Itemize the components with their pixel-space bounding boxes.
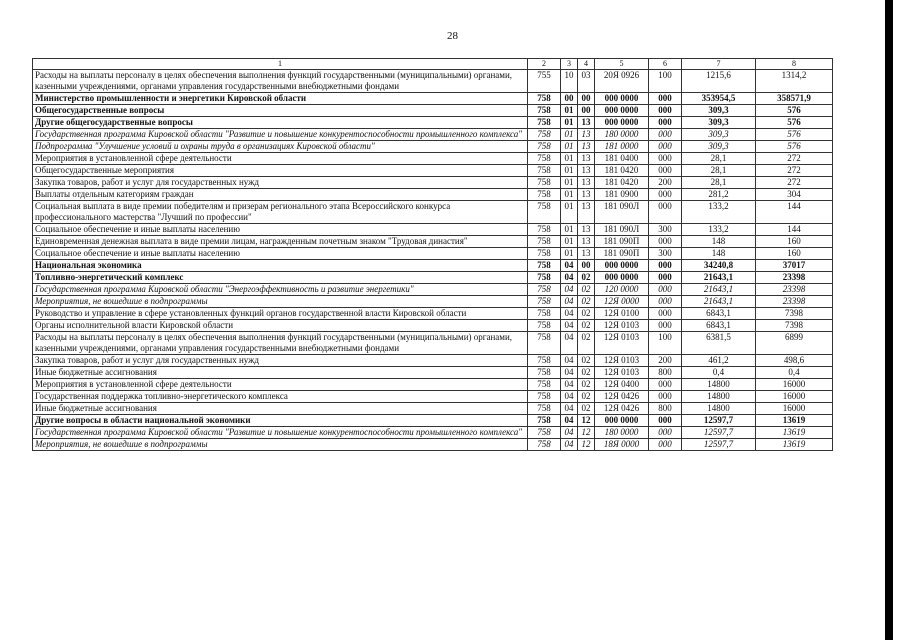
amount-2015-cell: 498,6 (756, 355, 833, 367)
table-row (33, 427, 833, 439)
section-cell: 04 (561, 415, 578, 427)
subsection-cell: 02 (578, 403, 595, 415)
target-article-cell: 181 0000 (595, 141, 649, 153)
expense-type-cell: 000 (649, 105, 682, 117)
expense-type-cell: 000 (649, 415, 682, 427)
amount-2015-cell: 37017 (756, 260, 833, 272)
item-name-cell: Другие вопросы в области национальной экономики (33, 415, 528, 427)
target-article-cell: 000 0000 (595, 93, 649, 105)
item-name-cell: Расходы на выплаты персоналу в целях обеспечения выполнения функций государственными (муниципальными) органами, казенными учреждениями, органами управления государственными внебюджетными фондами (33, 332, 528, 355)
target-article-cell: 181 0420 (595, 165, 649, 177)
admin-code-cell: 758 (528, 129, 561, 141)
target-article-cell: 181 090Л (595, 201, 649, 224)
amount-2014-cell: 309,3 (682, 141, 756, 153)
table-body (33, 70, 833, 451)
admin-code-cell: 758 (528, 93, 561, 105)
column-header: 7 (682, 59, 756, 70)
item-name-cell: Общегосударственные вопросы (33, 105, 528, 117)
amount-2015-cell: 13619 (756, 415, 833, 427)
item-name-cell: Расходы на выплаты персоналу в целях обеспечения выполнения функций государственными (муниципальными) органами, казенными учреждениями, органами управления государственными внебюджетными фондами (33, 70, 528, 93)
subsection-cell: 13 (578, 189, 595, 201)
table-row (33, 141, 833, 153)
amount-2015-cell: 160 (756, 248, 833, 260)
admin-code-cell: 758 (528, 141, 561, 153)
amount-2015-cell: 6899 (756, 332, 833, 355)
amount-2015-cell: 23398 (756, 296, 833, 308)
table-row (33, 105, 833, 117)
expense-type-cell: 000 (649, 439, 682, 451)
section-cell: 04 (561, 403, 578, 415)
expense-type-cell: 200 (649, 355, 682, 367)
table-row (33, 308, 833, 320)
amount-2014-cell: 281,2 (682, 189, 756, 201)
table-row (33, 201, 833, 224)
target-article-cell: 000 0000 (595, 272, 649, 284)
admin-code-cell: 758 (528, 117, 561, 129)
item-name-cell: Общегосударственные мероприятия (33, 165, 528, 177)
target-article-cell: 181 090П (595, 236, 649, 248)
expense-type-cell: 100 (649, 70, 682, 93)
section-cell: 00 (561, 93, 578, 105)
section-cell: 01 (561, 236, 578, 248)
subsection-cell: 02 (578, 332, 595, 355)
amount-2015-cell: 23398 (756, 284, 833, 296)
table-row (33, 355, 833, 367)
column-number-row (33, 59, 833, 70)
item-name-cell: Национальная экономика (33, 260, 528, 272)
amount-2014-cell: 461,2 (682, 355, 756, 367)
section-cell: 01 (561, 153, 578, 165)
subsection-cell: 02 (578, 320, 595, 332)
section-cell: 04 (561, 379, 578, 391)
amount-2014-cell: 21643,1 (682, 296, 756, 308)
expense-type-cell: 000 (649, 272, 682, 284)
expense-type-cell: 300 (649, 248, 682, 260)
amount-2015-cell: 23398 (756, 272, 833, 284)
subsection-cell: 02 (578, 367, 595, 379)
expense-type-cell: 000 (649, 284, 682, 296)
admin-code-cell: 758 (528, 260, 561, 272)
admin-code-cell: 758 (528, 320, 561, 332)
admin-code-cell: 758 (528, 105, 561, 117)
admin-code-cell: 758 (528, 355, 561, 367)
target-article-cell: 12Я 0000 (595, 296, 649, 308)
expense-type-cell: 000 (649, 93, 682, 105)
target-article-cell: 12Я 0100 (595, 308, 649, 320)
subsection-cell: 03 (578, 70, 595, 93)
item-name-cell: Государственная поддержка топливно-энергетического комплекса (33, 391, 528, 403)
subsection-cell: 12 (578, 439, 595, 451)
item-name-cell: Государственная программа Кировской области "Энергоэффективность и развитие энергетики" (33, 284, 528, 296)
target-article-cell: 181 0400 (595, 153, 649, 165)
target-article-cell: 181 0420 (595, 177, 649, 189)
admin-code-cell: 758 (528, 439, 561, 451)
amount-2015-cell: 16000 (756, 379, 833, 391)
item-name-cell: Подпрограмма "Улучшение условий и охраны труда в организациях Кировской области" (33, 141, 528, 153)
item-name-cell: Мероприятия в установленной сфере деятельности (33, 379, 528, 391)
column-header: 2 (528, 59, 561, 70)
amount-2015-cell: 144 (756, 224, 833, 236)
subsection-cell: 13 (578, 177, 595, 189)
item-name-cell: Закупка товаров, работ и услуг для государственных нужд (33, 355, 528, 367)
table-row (33, 415, 833, 427)
column-header: 1 (33, 59, 528, 70)
subsection-cell: 13 (578, 224, 595, 236)
section-cell: 01 (561, 177, 578, 189)
table-row (33, 296, 833, 308)
amount-2014-cell: 28,1 (682, 165, 756, 177)
admin-code-cell: 758 (528, 224, 561, 236)
section-cell: 04 (561, 355, 578, 367)
target-article-cell: 181 090П (595, 248, 649, 260)
admin-code-cell: 758 (528, 165, 561, 177)
table-row (33, 177, 833, 189)
section-cell: 01 (561, 189, 578, 201)
amount-2014-cell: 6381,5 (682, 332, 756, 355)
section-cell: 04 (561, 439, 578, 451)
amount-2015-cell: 13619 (756, 439, 833, 451)
subsection-cell: 12 (578, 427, 595, 439)
amount-2014-cell: 353954,5 (682, 93, 756, 105)
budget-table (32, 58, 833, 451)
target-article-cell: 000 0000 (595, 105, 649, 117)
section-cell: 04 (561, 320, 578, 332)
page-number: 28 (447, 30, 458, 42)
section-cell: 04 (561, 332, 578, 355)
item-name-cell: Топливно-энергетический комплекс (33, 272, 528, 284)
amount-2014-cell: 21643,1 (682, 272, 756, 284)
expense-type-cell: 100 (649, 332, 682, 355)
amount-2014-cell: 309,3 (682, 129, 756, 141)
table-row (33, 439, 833, 451)
expense-type-cell: 000 (649, 260, 682, 272)
column-header: 8 (756, 59, 833, 70)
subsection-cell: 02 (578, 284, 595, 296)
expense-type-cell: 000 (649, 296, 682, 308)
admin-code-cell: 758 (528, 403, 561, 415)
subsection-cell: 13 (578, 201, 595, 224)
subsection-cell: 00 (578, 105, 595, 117)
section-cell: 01 (561, 248, 578, 260)
section-cell: 04 (561, 391, 578, 403)
amount-2014-cell: 133,2 (682, 224, 756, 236)
target-article-cell: 181 0900 (595, 189, 649, 201)
section-cell: 04 (561, 296, 578, 308)
expense-type-cell: 000 (649, 427, 682, 439)
expense-type-cell: 000 (649, 236, 682, 248)
admin-code-cell: 758 (528, 236, 561, 248)
expense-type-cell: 000 (649, 201, 682, 224)
amount-2014-cell: 1215,6 (682, 70, 756, 93)
table-row (33, 117, 833, 129)
amount-2015-cell: 576 (756, 129, 833, 141)
table-row (33, 248, 833, 260)
amount-2015-cell: 13619 (756, 427, 833, 439)
section-cell: 04 (561, 427, 578, 439)
admin-code-cell: 758 (528, 189, 561, 201)
admin-code-cell: 758 (528, 284, 561, 296)
target-article-cell: 000 0000 (595, 260, 649, 272)
target-article-cell: 12Я 0103 (595, 332, 649, 355)
target-article-cell: 000 0000 (595, 415, 649, 427)
amount-2014-cell: 14800 (682, 379, 756, 391)
table-row (33, 165, 833, 177)
target-article-cell: 18Я 0000 (595, 439, 649, 451)
section-cell: 01 (561, 165, 578, 177)
amount-2015-cell: 16000 (756, 391, 833, 403)
amount-2014-cell: 14800 (682, 403, 756, 415)
admin-code-cell: 758 (528, 308, 561, 320)
section-cell: 01 (561, 117, 578, 129)
amount-2014-cell: 148 (682, 248, 756, 260)
table-row (33, 403, 833, 415)
target-article-cell: 12Я 0426 (595, 391, 649, 403)
subsection-cell: 02 (578, 296, 595, 308)
section-cell: 01 (561, 129, 578, 141)
column-header: 4 (578, 59, 595, 70)
table-row (33, 224, 833, 236)
admin-code-cell: 758 (528, 415, 561, 427)
target-article-cell: 12Я 0103 (595, 320, 649, 332)
table-row (33, 189, 833, 201)
table-row (33, 260, 833, 272)
admin-code-cell: 758 (528, 272, 561, 284)
section-cell: 04 (561, 272, 578, 284)
target-article-cell: 180 0000 (595, 427, 649, 439)
item-name-cell: Единовременная денежная выплата в виде премии лицам, награжденным почетным знаком "Трудовая династия" (33, 236, 528, 248)
expense-type-cell: 000 (649, 141, 682, 153)
admin-code-cell: 755 (528, 70, 561, 93)
expense-type-cell: 800 (649, 367, 682, 379)
column-header: 6 (649, 59, 682, 70)
admin-code-cell: 758 (528, 367, 561, 379)
target-article-cell: 12Я 0103 (595, 355, 649, 367)
column-header: 5 (595, 59, 649, 70)
target-article-cell: 120 0000 (595, 284, 649, 296)
subsection-cell: 00 (578, 93, 595, 105)
item-name-cell: Социальное обеспечение и иные выплаты населению (33, 248, 528, 260)
amount-2015-cell: 7398 (756, 320, 833, 332)
table-row (33, 129, 833, 141)
subsection-cell: 00 (578, 260, 595, 272)
table-row (33, 320, 833, 332)
target-article-cell: 180 0000 (595, 129, 649, 141)
item-name-cell: Мероприятия, не вошедшие в подпрограммы (33, 296, 528, 308)
item-name-cell: Выплаты отдельным категориям граждан (33, 189, 528, 201)
item-name-cell: Мероприятия в установленной сфере деятельности (33, 153, 528, 165)
item-name-cell: Другие общегосударственные вопросы (33, 117, 528, 129)
admin-code-cell: 758 (528, 427, 561, 439)
admin-code-cell: 758 (528, 296, 561, 308)
expense-type-cell: 300 (649, 224, 682, 236)
subsection-cell: 13 (578, 129, 595, 141)
amount-2014-cell: 12597,7 (682, 415, 756, 427)
expense-type-cell: 000 (649, 165, 682, 177)
amount-2014-cell: 14800 (682, 391, 756, 403)
item-name-cell: Государственная программа Кировской области "Развитие и повышение конкурентоспособности промышленного комплекса" (33, 129, 528, 141)
amount-2014-cell: 12597,7 (682, 427, 756, 439)
amount-2014-cell: 133,2 (682, 201, 756, 224)
table-row (33, 236, 833, 248)
item-name-cell: Социальная выплата в виде премии победителям и призерам регионального этапа Всероссийского конкурса профессионального мастерства "Лучший по профессии" (33, 201, 528, 224)
table-row (33, 367, 833, 379)
item-name-cell: Закупка товаров, работ и услуг для государственных нужд (33, 177, 528, 189)
table-row (33, 272, 833, 284)
target-article-cell: 12Я 0426 (595, 403, 649, 415)
amount-2014-cell: 34240,8 (682, 260, 756, 272)
amount-2014-cell: 28,1 (682, 153, 756, 165)
expense-type-cell: 000 (649, 153, 682, 165)
expense-type-cell: 000 (649, 189, 682, 201)
amount-2014-cell: 148 (682, 236, 756, 248)
expense-type-cell: 000 (649, 308, 682, 320)
section-cell: 04 (561, 260, 578, 272)
section-cell: 04 (561, 367, 578, 379)
section-cell: 01 (561, 105, 578, 117)
amount-2014-cell: 309,3 (682, 105, 756, 117)
expense-type-cell: 200 (649, 177, 682, 189)
amount-2015-cell: 144 (756, 201, 833, 224)
item-name-cell: Министерство промышленности и энергетики Кировской области (33, 93, 528, 105)
section-cell: 01 (561, 224, 578, 236)
item-name-cell: Государственная программа Кировской области "Развитие и повышение конкурентоспособности промышленного комплекса" (33, 427, 528, 439)
expense-type-cell: 800 (649, 403, 682, 415)
subsection-cell: 02 (578, 355, 595, 367)
subsection-cell: 02 (578, 308, 595, 320)
target-article-cell: 20Я 0926 (595, 70, 649, 93)
expense-type-cell: 000 (649, 391, 682, 403)
amount-2014-cell: 12597,7 (682, 439, 756, 451)
expense-type-cell: 000 (649, 379, 682, 391)
target-article-cell: 000 0000 (595, 117, 649, 129)
amount-2014-cell: 28,1 (682, 177, 756, 189)
table-row (33, 284, 833, 296)
scan-edge-bar (885, 0, 893, 640)
amount-2015-cell: 160 (756, 236, 833, 248)
subsection-cell: 13 (578, 165, 595, 177)
section-cell: 01 (561, 141, 578, 153)
amount-2015-cell: 272 (756, 177, 833, 189)
amount-2015-cell: 304 (756, 189, 833, 201)
amount-2014-cell: 6843,1 (682, 320, 756, 332)
item-name-cell: Мероприятия, не вошедшие в подпрограммы (33, 439, 528, 451)
admin-code-cell: 758 (528, 391, 561, 403)
item-name-cell: Руководство и управление в сфере установленных функций органов государственной власти Кировской области (33, 308, 528, 320)
subsection-cell: 13 (578, 153, 595, 165)
amount-2015-cell: 16000 (756, 403, 833, 415)
table-row (33, 93, 833, 105)
expense-type-cell: 000 (649, 129, 682, 141)
admin-code-cell: 758 (528, 332, 561, 355)
admin-code-cell: 758 (528, 201, 561, 224)
amount-2014-cell: 309,3 (682, 117, 756, 129)
section-cell: 01 (561, 201, 578, 224)
subsection-cell: 13 (578, 117, 595, 129)
amount-2015-cell: 576 (756, 117, 833, 129)
amount-2015-cell: 272 (756, 165, 833, 177)
expense-type-cell: 000 (649, 320, 682, 332)
amount-2015-cell: 576 (756, 141, 833, 153)
table-row (33, 332, 833, 355)
amount-2015-cell: 358571,9 (756, 93, 833, 105)
subsection-cell: 13 (578, 141, 595, 153)
admin-code-cell: 758 (528, 177, 561, 189)
section-cell: 10 (561, 70, 578, 93)
subsection-cell: 12 (578, 415, 595, 427)
item-name-cell: Иные бюджетные ассигнования (33, 403, 528, 415)
subsection-cell: 02 (578, 272, 595, 284)
expense-type-cell: 000 (649, 117, 682, 129)
amount-2015-cell: 1314,2 (756, 70, 833, 93)
amount-2014-cell: 21643,1 (682, 284, 756, 296)
admin-code-cell: 758 (528, 248, 561, 260)
amount-2015-cell: 7398 (756, 308, 833, 320)
item-name-cell: Органы исполнительной власти Кировской области (33, 320, 528, 332)
amount-2015-cell: 0,4 (756, 367, 833, 379)
table-row (33, 70, 833, 93)
section-cell: 04 (561, 284, 578, 296)
item-name-cell: Социальное обеспечение и иные выплаты населению (33, 224, 528, 236)
table-row (33, 153, 833, 165)
amount-2014-cell: 0,4 (682, 367, 756, 379)
subsection-cell: 02 (578, 379, 595, 391)
target-article-cell: 181 090Л (595, 224, 649, 236)
amount-2015-cell: 576 (756, 105, 833, 117)
target-article-cell: 12Я 0103 (595, 367, 649, 379)
table-row (33, 379, 833, 391)
admin-code-cell: 758 (528, 153, 561, 165)
amount-2014-cell: 6843,1 (682, 308, 756, 320)
admin-code-cell: 758 (528, 379, 561, 391)
target-article-cell: 12Я 0400 (595, 379, 649, 391)
amount-2015-cell: 272 (756, 153, 833, 165)
subsection-cell: 13 (578, 236, 595, 248)
table-row (33, 391, 833, 403)
column-header: 3 (561, 59, 578, 70)
subsection-cell: 13 (578, 248, 595, 260)
subsection-cell: 02 (578, 391, 595, 403)
item-name-cell: Иные бюджетные ассигнования (33, 367, 528, 379)
section-cell: 04 (561, 308, 578, 320)
